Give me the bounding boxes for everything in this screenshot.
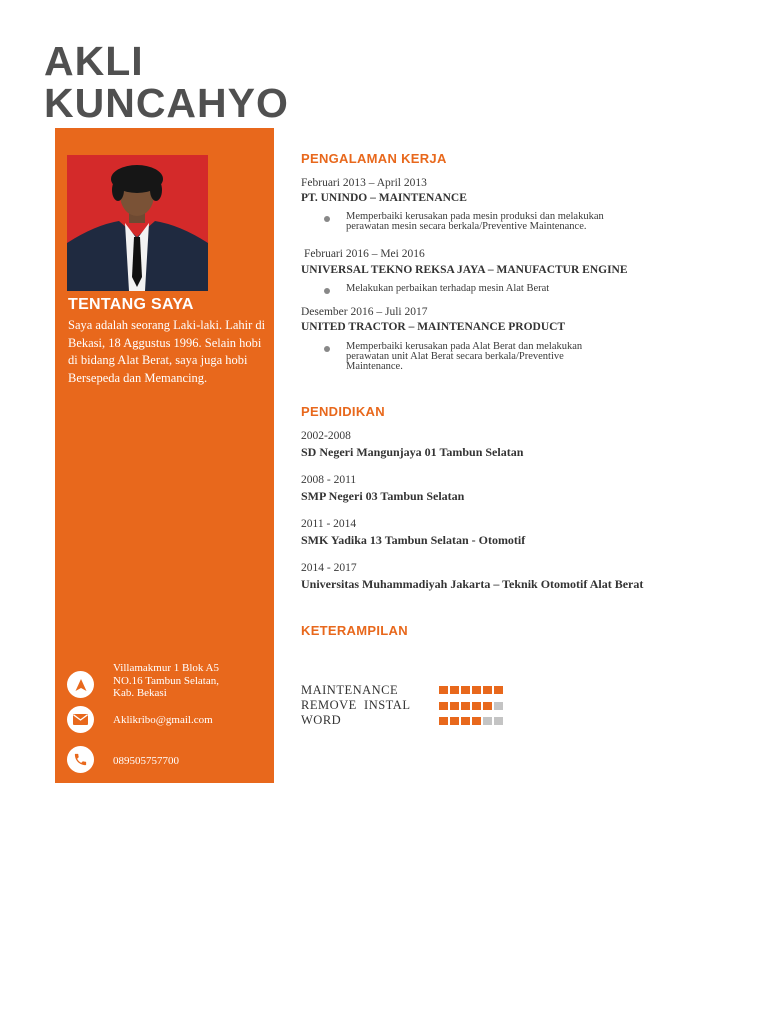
job-date: Februari 2016 – Mei 2016 (304, 248, 425, 260)
job-description (346, 284, 706, 294)
email-text: Aklikribo@gmail.com (113, 714, 213, 726)
skill-level (439, 686, 503, 694)
skill-square-filled (472, 702, 481, 710)
description-line: Memperbaiki kerusakan pada mesin produksi dan melakukan (346, 211, 604, 222)
bullet-dot (324, 346, 330, 352)
skill-square-filled (483, 702, 492, 710)
skill-name: REMOVE INSTAL (301, 698, 411, 712)
resume-name (44, 40, 289, 124)
skill-square-filled (494, 686, 503, 694)
skill-square-filled (461, 686, 470, 694)
skill-square-filled (461, 717, 470, 725)
about-text: Saya adalah seorang Laki-laki. Lahir di Bekasi, 18 Aggustus 1996. Selain hobi di bidang Alat Berat, saya juga hobi Bersepeda dan Memancing. (68, 318, 266, 385)
navigation-icon (67, 671, 94, 698)
about-title: TENTANG SAYA (68, 296, 194, 313)
skill-level (439, 717, 503, 725)
job-description (346, 212, 706, 232)
profile-photo (67, 155, 208, 291)
bullet-dot (324, 288, 330, 294)
education-years: 2008 - 2011 (301, 474, 357, 486)
skill-name: MAINTENANCE (301, 683, 399, 697)
skill-square-filled (439, 702, 448, 710)
education-title: PENDIDIKAN (301, 404, 385, 419)
education-years: 2011 - 2014 (301, 518, 357, 530)
description-line: perawatan mesin secara berkala/Preventive Maintenance. (346, 221, 587, 232)
skill-square-empty (494, 717, 503, 725)
sidebar (55, 128, 274, 783)
skill-square-filled (439, 717, 448, 725)
description-line: Maintenance. (346, 361, 403, 372)
skill-square-empty (483, 717, 492, 725)
skill-level (439, 702, 503, 710)
skill-square-filled (461, 702, 470, 710)
phone-icon (67, 746, 94, 773)
job-company: UNIVERSAL TEKNO REKSA JAYA – MANUFACTUR ENGINE (301, 264, 628, 276)
education-school: Universitas Muhammadiyah Jakarta – Teknik Otomotif Alat Berat (301, 577, 644, 591)
mail-icon (67, 706, 94, 733)
skills-title: KETERAMPILAN (301, 623, 408, 638)
skill-square-filled (472, 717, 481, 725)
description-line: perawatan unit Alat Berat secara berkala/Preventive (346, 351, 564, 362)
skill-square-filled (483, 686, 492, 694)
job-company: PT. UNINDO – MAINTENANCE (301, 192, 467, 204)
address-text (113, 662, 263, 700)
job-company: UNITED TRACTOR – MAINTENANCE PRODUCT (301, 321, 566, 333)
skill-square-filled (439, 686, 448, 694)
experience-title: PENGALAMAN KERJA (301, 151, 447, 166)
skill-square-filled (450, 686, 459, 694)
address-line: NO.16 Tambun Selatan, (113, 674, 219, 687)
skill-name: WORD (301, 713, 342, 727)
education-school: SMP Negeri 03 Tambun Selatan (301, 489, 465, 503)
job-date: Desember 2016 – Juli 2017 (301, 306, 428, 318)
skill-square-empty (494, 702, 503, 710)
education-school: SD Negeri Mangunjaya 01 Tambun Selatan (301, 445, 524, 459)
skill-square-filled (450, 717, 459, 725)
skill-square-filled (450, 702, 459, 710)
education-school: SMK Yadika 13 Tambun Selatan - Otomotif (301, 533, 526, 547)
description-line: Memperbaiki kerusakan pada Alat Berat dan melakukan (346, 341, 583, 352)
address-line: Kab. Bekasi (113, 687, 167, 699)
education-years: 2014 - 2017 (301, 562, 357, 574)
job-date: Februari 2013 – April 2013 (301, 177, 427, 189)
skill-square-filled (472, 686, 481, 694)
bullet-dot (324, 216, 330, 222)
phone-text: 089505757700 (113, 755, 179, 767)
education-years: 2002-2008 (301, 430, 351, 442)
job-description (346, 342, 706, 372)
first-name: AKLI (44, 38, 144, 84)
description-line: Melakukan perbaikan terhadap mesin Alat Berat (346, 283, 550, 294)
address-line: Villamakmur 1 Blok A5 (113, 662, 219, 674)
last-name: KUNCAHYO (44, 80, 289, 126)
